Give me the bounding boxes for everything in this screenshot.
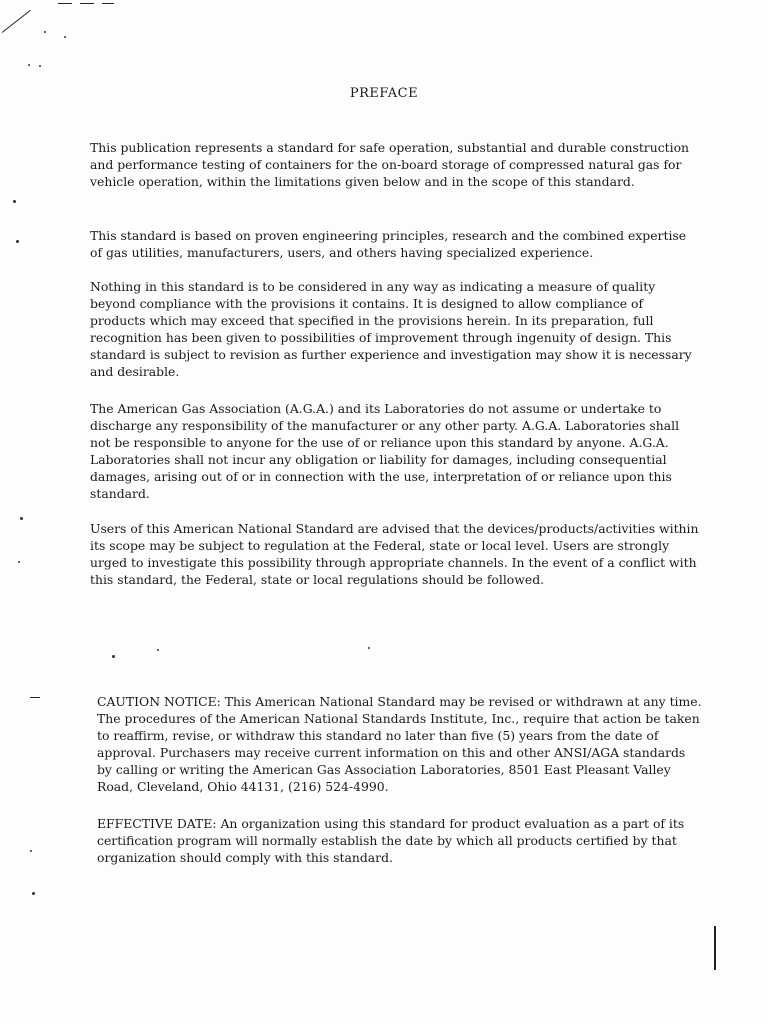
scan-speck (13, 200, 16, 203)
scan-margin-line (714, 926, 716, 970)
paragraph-regulation: Users of this American National Standard are advised that the devices/products/activities within its scope may be subject to regulation at the Federal, state or local level. Users are strongly urged to investigate this possibility through appropriate channels. In the event of a conflict with this standard, the Federal, state or local regulations should be followed. (90, 521, 699, 587)
paragraph-scope: This publication represents a standard for safe operation, substantial and durable construction and performance testing of containers for the on-board storage of compressed natural gas for vehicle operation, within the limitations given below and in the scope of this standard. (90, 140, 690, 189)
scan-speck (64, 36, 66, 38)
paragraph-effective-date: EFFECTIVE DATE: An organization using this standard for product evaluation as a part of its certification program will normally establish the date by which all products certified by that organization should comply with this standard. (97, 816, 685, 865)
scan-line-top (102, 3, 114, 4)
scan-stroke (2, 10, 31, 33)
scan-speck (28, 64, 30, 66)
scan-line-top (58, 3, 72, 4)
scan-line-top (80, 3, 94, 4)
scan-stroke (30, 697, 40, 698)
scan-speck (18, 561, 20, 563)
scan-speck (112, 655, 115, 658)
scan-speck (16, 240, 19, 243)
page-title: PREFACE (349, 86, 419, 101)
scan-speck (368, 647, 370, 649)
paragraph-compliance: Nothing in this standard is to be considered in any way as indicating a measure of quality beyond compliance with the provisions it contains. It is designed to allow compliance of products which may exceed that specified in the provisions herein. In its preparation, full recognition has been given to possibilities of improvement through ingenuity of design. This standard is subject to revision as further experience and investigation may show it is necessary and desirable. (90, 279, 692, 379)
scan-speck (30, 850, 32, 852)
scan-speck (20, 517, 23, 520)
scan-speck (157, 649, 159, 651)
paragraph-basis: This standard is based on proven engineering principles, research and the combined expertise of gas utilities, manufacturers, users, and others having specialized experience. (90, 228, 687, 260)
scan-speck (44, 31, 46, 33)
paragraph-responsibility: The American Gas Association (A.G.A.) and its Laboratories do not assume or undertake to discharge any responsibility of the manufacturer or any other party. A.G.A. Laboratories shall not be responsible to anyone for the use of or reliance upon this standard by anyone. A.G.A. Laboratories shall not incur any obligation or liability for damages, including consequential damages, arising out of or in connection with the use, interpretation of or reliance upon this standard. (90, 401, 680, 501)
scan-speck (32, 892, 35, 895)
scan-speck (39, 65, 41, 67)
paragraph-caution-notice: CAUTION NOTICE: This American National Standard may be revised or withdrawn at any time. The procedures of the American National Standards Institute, Inc., require that action be taken to reaffirm, revise, or withdraw this standard no later than five (5) years from the date of approval. Purchasers may receive current information on this and other ANSI/AGA standards by calling or writing the American Gas Association Laboratories, 8501 East Pleasant Valley Road, Cleveland, Ohio 44131, (216) 524-4990. (97, 694, 702, 794)
